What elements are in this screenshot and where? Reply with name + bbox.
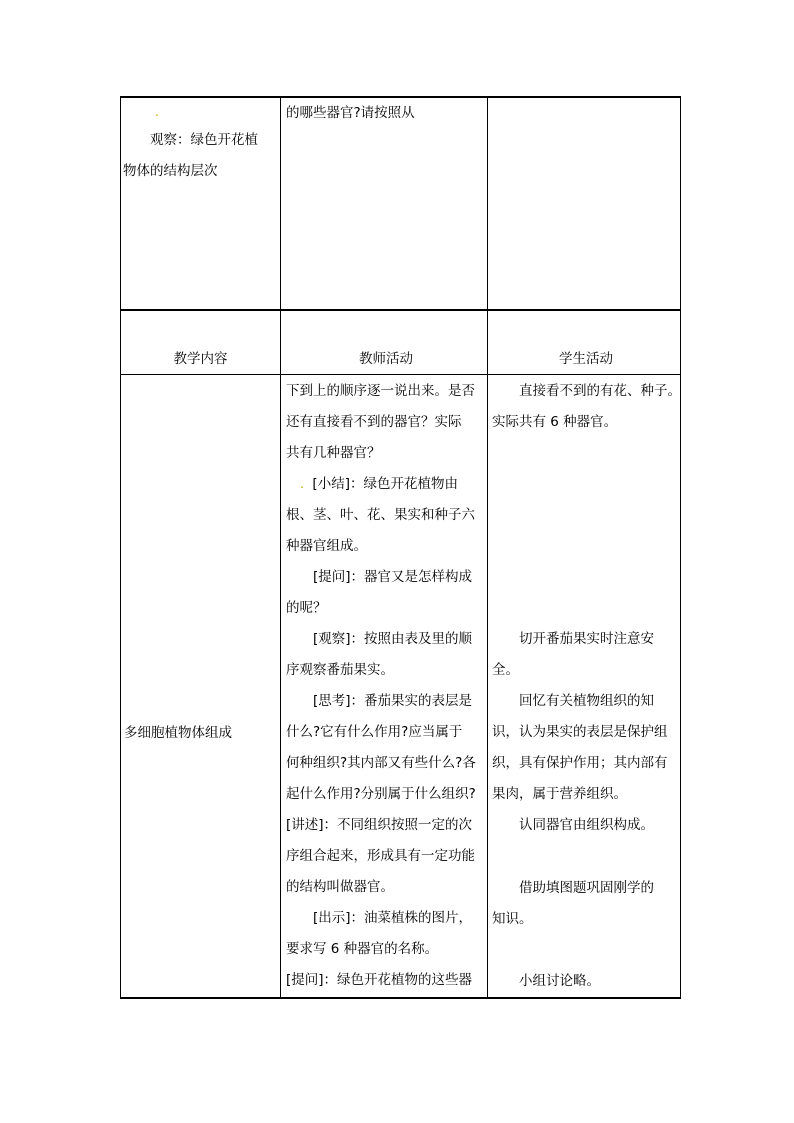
text-line-content: [小结]：绿色开花植物由 bbox=[312, 476, 458, 492]
text-line: 观察：绿色开花植 bbox=[150, 132, 258, 148]
text-line: [提问]：器官又是怎样构成 bbox=[313, 569, 473, 585]
text-line: 序观察番茄果实。 bbox=[286, 662, 394, 678]
header-content: 教学内容 bbox=[173, 351, 228, 367]
text-line: 切开番茄果实时注意安 bbox=[519, 631, 654, 647]
table-left-border bbox=[120, 96, 121, 999]
text-line: 织，具有保护作用；其内部有 bbox=[492, 755, 668, 771]
column-divider-1 bbox=[280, 96, 281, 999]
text-line bbox=[286, 469, 486, 500]
text-line: 全。 bbox=[492, 662, 519, 678]
lesson-plan-table bbox=[120, 96, 681, 999]
student-activity-cell bbox=[492, 376, 680, 438]
text-line: 认同器官由组织构成。 bbox=[519, 817, 654, 833]
text-line: 物体的结构层次 bbox=[123, 163, 218, 179]
text-line: 回忆有关植物组织的知 bbox=[519, 693, 654, 709]
text-line: [出示]：油菜植株的图片， bbox=[313, 910, 473, 926]
text-line: 何种组织?其内部又有些什么?各 bbox=[286, 755, 476, 771]
top-row-content-cell bbox=[123, 99, 278, 187]
table-right-border bbox=[680, 96, 681, 999]
text-line: 种器官组成。 bbox=[286, 538, 367, 554]
text-line: 什么?它有什么作用?应当属于 bbox=[286, 724, 463, 740]
header-teacher-activity: 教师活动 bbox=[359, 351, 413, 367]
text-line: 识，认为果实的表层是保护组 bbox=[492, 724, 668, 740]
bullet-dot: . bbox=[155, 105, 159, 119]
text-line: 根、茎、叶、花、果实和种子六 bbox=[286, 507, 475, 523]
text-line: 还有直接看不到的器官？实际 bbox=[286, 414, 462, 430]
student-activity-cell bbox=[492, 873, 680, 935]
student-activity-cell bbox=[492, 624, 680, 686]
column-divider-2 bbox=[487, 96, 488, 999]
text-line: 直接看不到的有花、种子。 bbox=[519, 383, 681, 399]
top-row-teacher-cell bbox=[286, 98, 486, 129]
text-line: 起什么作用?分别属于什么组织? bbox=[286, 786, 476, 802]
text-line: [观察]：按照由表及里的顺 bbox=[313, 631, 473, 647]
text-line: 果肉，属于营养组织。 bbox=[492, 786, 627, 802]
content-cell: 多细胞植物体组成 bbox=[124, 725, 232, 741]
text-line: 小组讨论略。 bbox=[519, 973, 600, 989]
row-divider bbox=[120, 309, 681, 311]
text-line: [思考]：番茄果实的表层是 bbox=[313, 693, 473, 709]
text-line: 共有几种器官？ bbox=[286, 445, 381, 461]
header-student-activity: 学生活动 bbox=[559, 351, 613, 367]
text-line: 实际共有 6 种器官。 bbox=[492, 414, 618, 430]
text-line: 的结构叫做器官。 bbox=[286, 879, 394, 895]
text-line: 的哪些器官?请按照从 bbox=[286, 105, 415, 121]
text-line: [提问]：绿色开花植物的这些器 bbox=[286, 972, 473, 988]
text-line: 借助填图题巩固刚学的 bbox=[519, 880, 654, 896]
text-line: 下到上的顺序逐一说出来。是否 bbox=[286, 383, 475, 399]
bullet-dot: . bbox=[300, 477, 304, 491]
text-line: 序组合起来，形成具有一定功能 bbox=[286, 848, 475, 864]
student-activity-cell bbox=[492, 966, 680, 997]
table-bottom-border bbox=[120, 997, 681, 999]
student-activity-cell bbox=[492, 686, 680, 841]
teacher-activity-cell bbox=[286, 376, 486, 996]
text-line: [讲述]：不同组织按照一定的次 bbox=[286, 817, 473, 833]
text-line: 知识。 bbox=[492, 911, 533, 927]
text-line: 的呢？ bbox=[286, 600, 327, 616]
text-line: 要求写 6 种器官的名称。 bbox=[286, 941, 439, 957]
